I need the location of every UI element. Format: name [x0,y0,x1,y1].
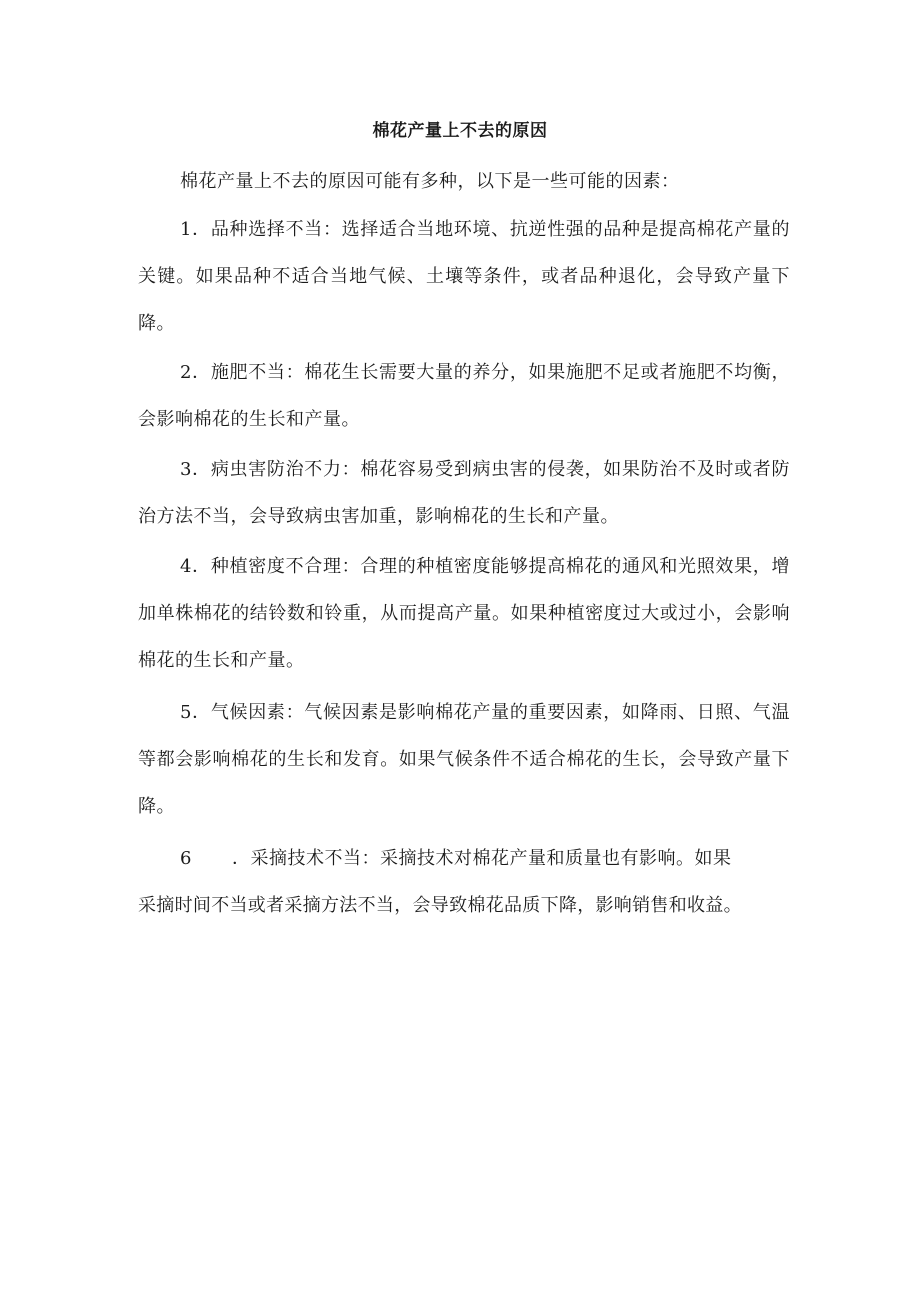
list-item-6-first-line [180,835,800,882]
intro-paragraph: 棉花产量上不去的原因可能有多种，以下是一些可能的因素： [180,171,680,192]
list-item-5: 5．气候因素：气候因素是影响棉花产量的重要因素，如降雨、日照、气温等都会影响棉花的生长和发育。如果气候条件不适合棉花的生长，会导致产量下降。 [138,702,790,817]
list-item-6-second-line: 采摘时间不当或者采摘方法不当，会导致棉花品质下降，影响销售和收益。 [138,895,742,916]
document-title: 棉花产量上不去的原因 [372,121,548,141]
list-item-4: 4．种植密度不合理：合理的种植密度能够提高棉花的通风和光照效果，增加单株棉花的结铃数和铃重，从而提高产量。如果种植密度过大或过小，会影响棉花的生长和产量。 [138,556,790,671]
list-item-2: 2．施肥不当：棉花生长需要大量的养分，如果施肥不足或者施肥不均衡，会影响棉花的生长和产量。 [138,362,790,430]
list-item-1: 1．品种选择不当：选择适合当地环境、抗逆性强的品种是提高棉花产量的关键。如果品种不适合当地气候、土壤等条件，或者品种退化，会导致产量下降。 [138,219,790,334]
list-item-3: 3．病虫害防治不力：棉花容易受到病虫害的侵袭，如果防治不及时或者防治方法不当，会导致病虫害加重，影响棉花的生长和产量。 [138,459,790,527]
list-item-6-number: 6 [180,848,192,869]
list-item-6-heading: ．采摘技术不当：采摘技术对棉花产量和质量也有影响。如果 [231,848,732,869]
